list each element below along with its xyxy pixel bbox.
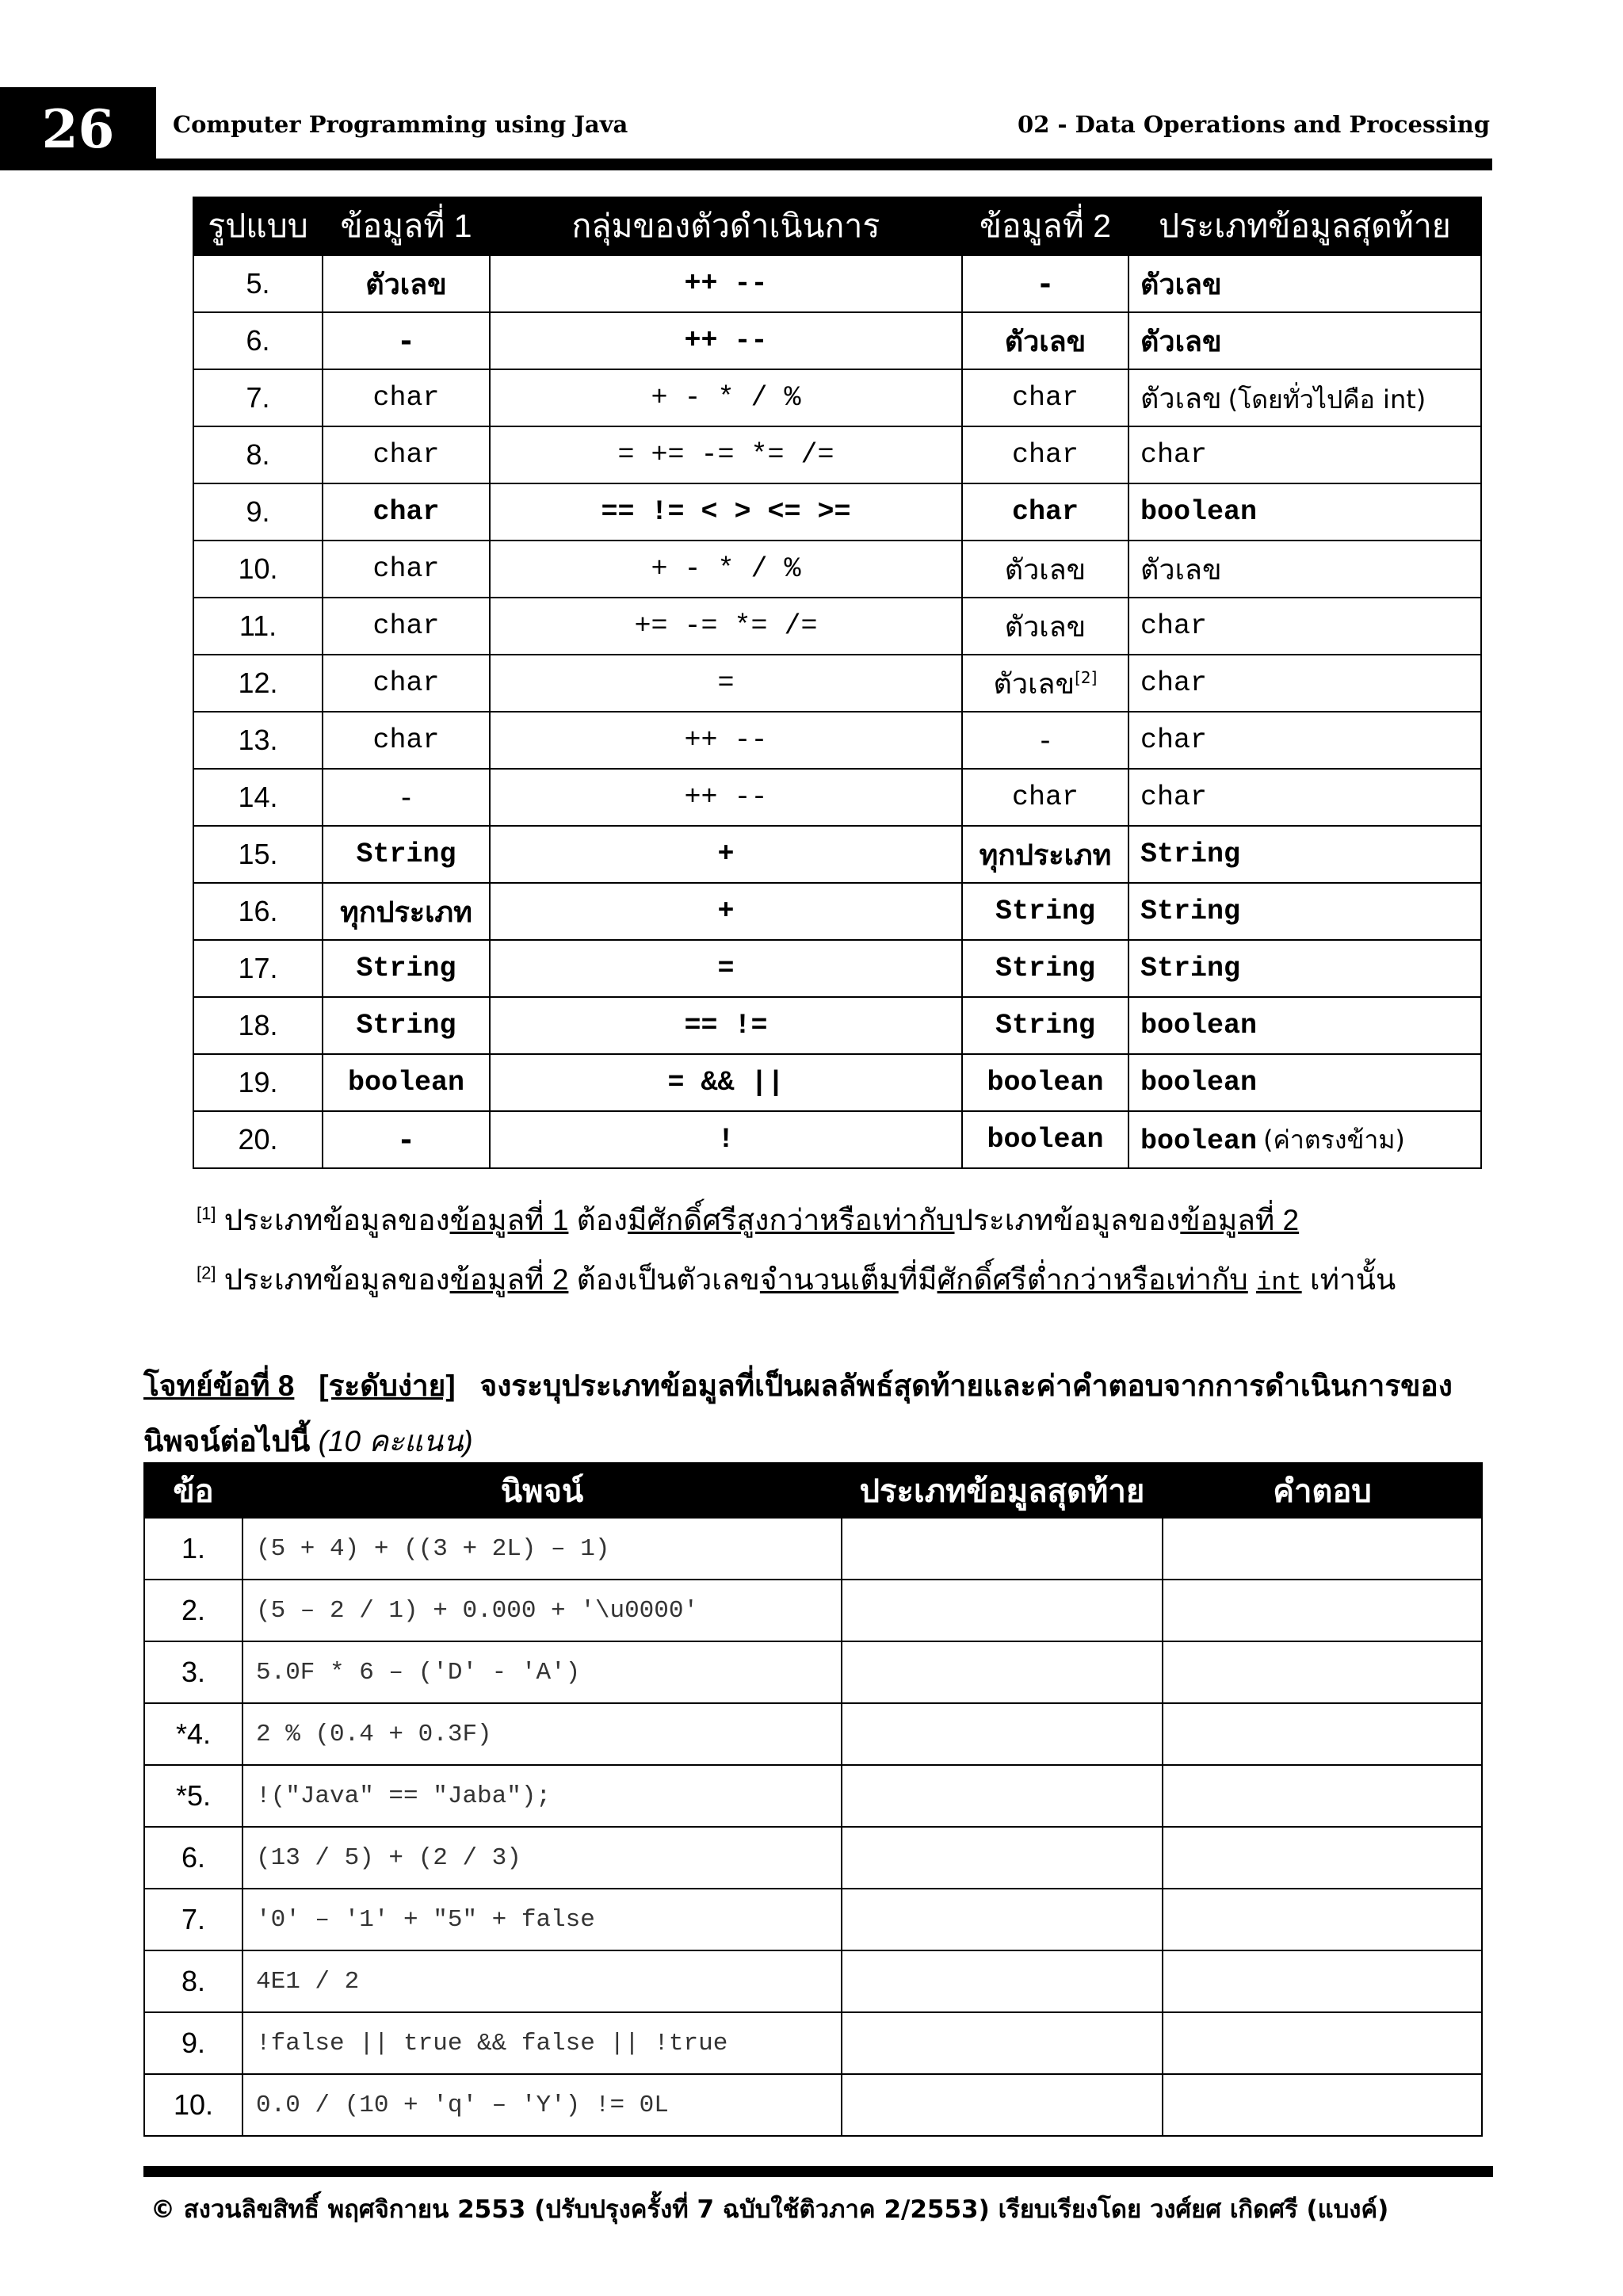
- footer-rule: [143, 2166, 1493, 2177]
- expression: 0.0 / (10 + 'q' – 'Y') != 0L: [242, 2074, 842, 2136]
- operand2-type: [962, 655, 1128, 712]
- operand2-type: [962, 769, 1128, 826]
- operator-group-text: = += -= *= /=: [617, 439, 834, 471]
- final-type-answer-field[interactable]: [842, 1641, 1163, 1703]
- row-number: [193, 541, 323, 598]
- exercise-number: 3.: [144, 1641, 242, 1703]
- answer-field[interactable]: [1163, 1765, 1482, 1827]
- operator-group-text: == !=: [684, 1010, 768, 1041]
- operand2-type-text: char: [1011, 781, 1079, 813]
- operand2-type-text: char: [1011, 496, 1079, 528]
- row-number-text: 6.: [246, 324, 270, 357]
- result-type: [1128, 1111, 1481, 1168]
- operand1-type-text: char: [372, 439, 440, 471]
- operand1-type: [323, 312, 490, 369]
- result-type-text: boolean: [1140, 1125, 1258, 1157]
- row-number: [193, 712, 323, 769]
- result-type: [1128, 541, 1481, 598]
- operand1-type: [323, 598, 490, 655]
- operand2-type-text: boolean: [987, 1067, 1104, 1098]
- final-type-answer-field[interactable]: [842, 2074, 1163, 2136]
- operand1-type-text: char: [372, 667, 440, 699]
- result-type: [1128, 598, 1481, 655]
- result-note: (โดยทั่วไปคือ int): [1228, 384, 1426, 415]
- operator-group: [490, 312, 962, 369]
- col-header-operators: กลุ่มของตัวดำเนินการ: [490, 197, 962, 255]
- exercise-number: 1.: [144, 1518, 242, 1580]
- operator-group: [490, 883, 962, 940]
- exercise-number: *4.: [144, 1703, 242, 1765]
- operator-group: [490, 940, 962, 997]
- expression: (5 – 2 / 1) + 0.000 + '\u0000': [242, 1580, 842, 1641]
- operand1-type: [323, 655, 490, 712]
- row-number: [193, 255, 323, 312]
- row-number: [193, 1111, 323, 1168]
- result-note: (ค่าตรงข้าม): [1263, 1124, 1405, 1155]
- result-type-text: String: [1140, 839, 1241, 870]
- answer-field[interactable]: [1163, 1950, 1482, 2012]
- operator-group-text: !: [717, 1124, 735, 1156]
- exercise-number: 2.: [144, 1580, 242, 1641]
- operand1-type-text: char: [372, 610, 440, 642]
- answer-field[interactable]: [1163, 1703, 1482, 1765]
- operand2-type-text: boolean: [987, 1124, 1104, 1156]
- question-label: โจทย์ข้อที่ 8: [143, 1370, 295, 1402]
- row-number: [193, 426, 323, 483]
- operator-row: [193, 598, 1481, 655]
- footnote-text: เท่านั้น: [1301, 1263, 1396, 1296]
- final-type-answer-field[interactable]: [842, 1950, 1163, 2012]
- exercise-number: 8.: [144, 1950, 242, 2012]
- operator-group-text: =: [717, 667, 735, 699]
- operand2-type: [962, 826, 1128, 883]
- exercise-row: [144, 2074, 1482, 2136]
- exercise-row: [144, 1765, 1482, 1827]
- footnote-underline: มีศักดิ์ศรีสูงกว่าหรือเท่ากับ: [628, 1204, 955, 1236]
- operator-group: [490, 483, 962, 541]
- result-type: [1128, 426, 1481, 483]
- answer-field[interactable]: [1163, 1518, 1482, 1580]
- operator-group: [490, 369, 962, 426]
- operator-group: [490, 598, 962, 655]
- footnote-ref: [2]: [1075, 667, 1098, 687]
- operand1-type-text: ตัวเลข: [365, 268, 447, 301]
- answer-field[interactable]: [1163, 1580, 1482, 1641]
- operator-row: [193, 483, 1481, 541]
- operator-group: [490, 426, 962, 483]
- row-number-text: 11.: [239, 609, 277, 642]
- final-type-answer-field[interactable]: [842, 2012, 1163, 2074]
- final-type-answer-field[interactable]: [842, 1703, 1163, 1765]
- operator-group-text: + - * / %: [651, 382, 801, 414]
- col-header-no: ข้อ: [144, 1463, 242, 1518]
- operand2-type-text: ตัวเลข: [993, 667, 1075, 701]
- operand2-type: [962, 940, 1128, 997]
- result-type-text: ตัวเลข: [1140, 553, 1222, 586]
- operand1-type-text: -: [400, 324, 412, 357]
- col-header-expression: นิพจน์: [242, 1463, 842, 1518]
- answer-field[interactable]: [1163, 1827, 1482, 1889]
- operand2-type: [962, 541, 1128, 598]
- operator-group: [490, 712, 962, 769]
- operator-group: [490, 255, 962, 312]
- operator-row: [193, 541, 1481, 598]
- operator-row: [193, 312, 1481, 369]
- row-number-text: 19.: [238, 1066, 278, 1098]
- operand2-type: [962, 255, 1128, 312]
- operator-group-text: ++ --: [684, 781, 768, 813]
- answer-field[interactable]: [1163, 2074, 1482, 2136]
- operator-group: [490, 1054, 962, 1111]
- col-header-form: รูปแบบ: [193, 197, 323, 255]
- operator-group-text: == != < > <= >=: [601, 496, 851, 528]
- operand1-type: [323, 483, 490, 541]
- footnote-underline: ศักดิ์ศรีต่ำกว่าหรือเท่ากับ: [937, 1263, 1248, 1296]
- row-number: [193, 369, 323, 426]
- row-number: [193, 312, 323, 369]
- operator-row: [193, 369, 1481, 426]
- result-type-text: char: [1140, 439, 1208, 471]
- operand1-type-text: char: [372, 724, 440, 756]
- operand2-type-text: -: [1040, 724, 1051, 757]
- operand1-type: [323, 369, 490, 426]
- exercise-number: 7.: [144, 1889, 242, 1950]
- operand2-type-text: ตัวเลข: [1004, 553, 1086, 586]
- answer-field[interactable]: [1163, 2012, 1482, 2074]
- row-number: [193, 598, 323, 655]
- row-number-text: 13.: [238, 724, 278, 756]
- operator-row: [193, 769, 1481, 826]
- question-points: (10 คะแนน): [318, 1425, 473, 1457]
- operand2-type-text: ตัวเลข: [1004, 610, 1086, 644]
- operator-group: [490, 997, 962, 1054]
- operand1-type: [323, 1111, 490, 1168]
- row-number: [193, 1054, 323, 1111]
- exercise-row: [144, 1703, 1482, 1765]
- question-8: [143, 1358, 1483, 1469]
- result-type: [1128, 826, 1481, 883]
- expression: (5 + 4) + ((3 + 2L) – 1): [242, 1518, 842, 1580]
- row-number-text: 16.: [238, 895, 278, 927]
- operand1-type-text: char: [372, 496, 440, 528]
- operand2-type: [962, 598, 1128, 655]
- operand2-type: [962, 426, 1128, 483]
- footnote-underline: จำนวนเต็ม: [759, 1263, 899, 1296]
- expression: !("Java" == "Jaba");: [242, 1765, 842, 1827]
- col-header-final-type: ประเภทข้อมูลสุดท้าย: [842, 1463, 1163, 1518]
- operator-row: [193, 1054, 1481, 1111]
- operand1-type: [323, 883, 490, 940]
- result-type: [1128, 997, 1481, 1054]
- footnote-text: ต้อง: [568, 1204, 628, 1236]
- operand1-type: [323, 541, 490, 598]
- footnote-2: [197, 1256, 1396, 1303]
- copyright-footer: © สงวนลิขสิทธิ์ พฤศจิกายน 2553 (ปรับปรุงครั้งที่ 7 ฉบับใช้ติวภาค 2/2553) เรียบเรียงโดย วงศ์ยศ เกิดศรี (แบงค์): [151, 2195, 1389, 2224]
- result-type: [1128, 940, 1481, 997]
- operand1-type: [323, 1054, 490, 1111]
- operand2-type-text: String: [995, 953, 1096, 984]
- expression: 5.0F * 6 – ('D' - 'A'): [242, 1641, 842, 1703]
- book-title: Computer Programming using Java: [173, 111, 628, 138]
- result-type-text: char: [1140, 610, 1208, 642]
- operator-group-text: + - * / %: [651, 553, 801, 585]
- row-number: [193, 655, 323, 712]
- operand2-type-text: char: [1011, 439, 1079, 471]
- operator-group-text: +: [717, 896, 735, 927]
- operator-group: [490, 541, 962, 598]
- operand1-type-text: -: [401, 781, 411, 814]
- operand2-type-text: ตัวเลข: [1004, 325, 1086, 358]
- result-type-text: boolean: [1140, 496, 1258, 528]
- operand2-type-text: char: [1011, 382, 1079, 414]
- operand1-type: [323, 769, 490, 826]
- expression: (13 / 5) + (2 / 3): [242, 1827, 842, 1889]
- exercise-number: 10.: [144, 2074, 242, 2136]
- question-level: [ระดับง่าย]: [319, 1370, 456, 1402]
- operand2-type: [962, 312, 1128, 369]
- operand2-type: [962, 712, 1128, 769]
- operator-row: [193, 426, 1481, 483]
- operand1-type-text: ทุกประเภท: [340, 896, 472, 929]
- operand2-type-text: -: [1039, 267, 1052, 300]
- result-type-text: boolean: [1140, 1010, 1258, 1041]
- operand1-type-text: String: [356, 953, 456, 984]
- expression: '0' – '1' + "5" + false: [242, 1889, 842, 1950]
- result-type-text: ตัวเลข: [1140, 325, 1222, 358]
- row-number-text: 7.: [246, 381, 270, 414]
- final-type-answer-field[interactable]: [842, 1889, 1163, 1950]
- operator-row: [193, 1111, 1481, 1168]
- row-number: [193, 769, 323, 826]
- exercise-row: [144, 1827, 1482, 1889]
- col-header-result-type: ประเภทข้อมูลสุดท้าย: [1128, 197, 1481, 255]
- exercise-number: *5.: [144, 1765, 242, 1827]
- row-number-text: 14.: [238, 781, 278, 813]
- chapter-title: 02 - Data Operations and Processing: [1018, 111, 1490, 138]
- question-text: จงระบุประเภทข้อมูลที่เป็นผลลัพธ์สุดท้ายและค่าคำตอบจากการดำเนินการของนิพจน์ต่อไปนี้: [143, 1370, 1453, 1457]
- operator-group: [490, 655, 962, 712]
- result-type-text: char: [1140, 781, 1208, 813]
- row-number: [193, 997, 323, 1054]
- exercise-number: 6.: [144, 1827, 242, 1889]
- exercise-row: [144, 2012, 1482, 2074]
- row-number: [193, 483, 323, 541]
- row-number-text: 10.: [238, 552, 278, 585]
- operand2-type-text: String: [995, 896, 1096, 927]
- expression: 2 % (0.4 + 0.3F): [242, 1703, 842, 1765]
- row-number: [193, 883, 323, 940]
- row-number-text: 8.: [246, 438, 270, 471]
- operand2-type-text: String: [995, 1010, 1096, 1041]
- operator-group-text: ++ --: [684, 268, 768, 300]
- operand1-type-text: -: [400, 1123, 412, 1156]
- row-number-text: 20.: [238, 1123, 278, 1156]
- exercise-row: [144, 1641, 1482, 1703]
- footnote-1-mark: [1]: [197, 1203, 216, 1224]
- result-type: [1128, 712, 1481, 769]
- operator-group-text: += -= *= /=: [634, 610, 818, 642]
- result-type-text: boolean: [1140, 1067, 1258, 1098]
- exercise-number: 9.: [144, 2012, 242, 2074]
- footnote-underline: ข้อมูลที่ 2: [1180, 1204, 1300, 1236]
- result-type: [1128, 483, 1481, 541]
- result-type-text: ตัวเลข: [1140, 382, 1222, 415]
- exercise-row: [144, 1518, 1482, 1580]
- operand1-type: [323, 826, 490, 883]
- operator-group-text: +: [717, 839, 735, 870]
- operator-row: [193, 255, 1481, 312]
- footnote-text: ที่มี: [898, 1263, 938, 1296]
- operator-row: [193, 655, 1481, 712]
- operator-row: [193, 712, 1481, 769]
- footnote-text: ประเภทข้อมูลของ: [223, 1204, 450, 1236]
- col-header-answer: คำตอบ: [1163, 1463, 1482, 1518]
- row-number-text: 15.: [238, 838, 278, 870]
- operand1-type-text: String: [356, 1010, 456, 1041]
- operator-group: [490, 826, 962, 883]
- expression: 4E1 / 2: [242, 1950, 842, 2012]
- row-number-text: 18.: [238, 1009, 278, 1041]
- footnote-underline: ข้อมูลที่ 2: [449, 1263, 569, 1296]
- exercise-table: [143, 1462, 1483, 2137]
- operand1-type: [323, 426, 490, 483]
- row-number: [193, 940, 323, 997]
- operand2-type-text: ทุกประเภท: [979, 839, 1112, 872]
- exercise-table-header: [144, 1463, 1482, 1518]
- final-type-answer-field[interactable]: [842, 1518, 1163, 1580]
- footnote-code: int: [1256, 1268, 1302, 1297]
- operator-row: [193, 826, 1481, 883]
- final-type-answer-field[interactable]: [842, 1580, 1163, 1641]
- operand1-type-text: char: [372, 553, 440, 585]
- answer-field[interactable]: [1163, 1889, 1482, 1950]
- operand2-type: [962, 1111, 1128, 1168]
- exercise-row: [144, 1950, 1482, 2012]
- operator-group-text: ++ --: [684, 325, 768, 357]
- result-type: [1128, 655, 1481, 712]
- operand1-type: [323, 997, 490, 1054]
- row-number-text: 9.: [246, 495, 270, 528]
- result-type-text: String: [1140, 896, 1241, 927]
- row-number-text: 5.: [246, 267, 270, 300]
- exercise-row: [144, 1889, 1482, 1950]
- operand1-type: [323, 940, 490, 997]
- footnote-text: ต้องเป็นตัวเลข: [568, 1263, 760, 1296]
- result-type-text: char: [1140, 724, 1208, 756]
- footnote-1: [197, 1197, 1299, 1244]
- footnote-text: ประเภทข้อมูลของ: [223, 1263, 450, 1296]
- operand2-type: [962, 369, 1128, 426]
- result-type: [1128, 1054, 1481, 1111]
- result-type: [1128, 312, 1481, 369]
- final-type-answer-field[interactable]: [842, 1765, 1163, 1827]
- operator-group-text: = && ||: [667, 1067, 785, 1098]
- operator-group-text: ++ --: [684, 724, 768, 756]
- header-rule: [156, 159, 1492, 170]
- result-type: [1128, 883, 1481, 940]
- result-type-text: char: [1140, 667, 1208, 699]
- footnote-text: ประเภทข้อมูลของ: [954, 1204, 1181, 1236]
- row-number-text: 12.: [238, 667, 278, 699]
- operand2-type: [962, 1054, 1128, 1111]
- operand1-type-text: boolean: [347, 1067, 465, 1098]
- operand1-type: [323, 255, 490, 312]
- operator-group: [490, 769, 962, 826]
- operand1-type-text: String: [356, 839, 456, 870]
- footnote-2-mark: [2]: [197, 1263, 216, 1283]
- page-number: 26: [0, 87, 156, 170]
- operator-row: [193, 883, 1481, 940]
- operator-type-table: [193, 197, 1482, 1169]
- row-number: [193, 826, 323, 883]
- operator-group: [490, 1111, 962, 1168]
- operand1-type-text: char: [372, 382, 440, 414]
- operator-group-text: =: [717, 953, 735, 984]
- operand2-type: [962, 483, 1128, 541]
- operand1-type: [323, 712, 490, 769]
- expression: !false || true && false || !true: [242, 2012, 842, 2074]
- operator-row: [193, 997, 1481, 1054]
- result-type: [1128, 769, 1481, 826]
- col-header-operand1: ข้อมูลที่ 1: [323, 197, 490, 255]
- answer-field[interactable]: [1163, 1641, 1482, 1703]
- final-type-answer-field[interactable]: [842, 1827, 1163, 1889]
- row-number-text: 17.: [238, 952, 278, 984]
- col-header-operand2: ข้อมูลที่ 2: [962, 197, 1128, 255]
- operator-row: [193, 940, 1481, 997]
- operand2-type: [962, 997, 1128, 1054]
- result-type: [1128, 255, 1481, 312]
- exercise-row: [144, 1580, 1482, 1641]
- result-type-text: ตัวเลข: [1140, 268, 1222, 301]
- result-type-text: String: [1140, 953, 1241, 984]
- result-type: [1128, 369, 1481, 426]
- footnote-underline: ข้อมูลที่ 1: [449, 1204, 569, 1236]
- operand2-type: [962, 883, 1128, 940]
- operator-table-header: [193, 197, 1481, 255]
